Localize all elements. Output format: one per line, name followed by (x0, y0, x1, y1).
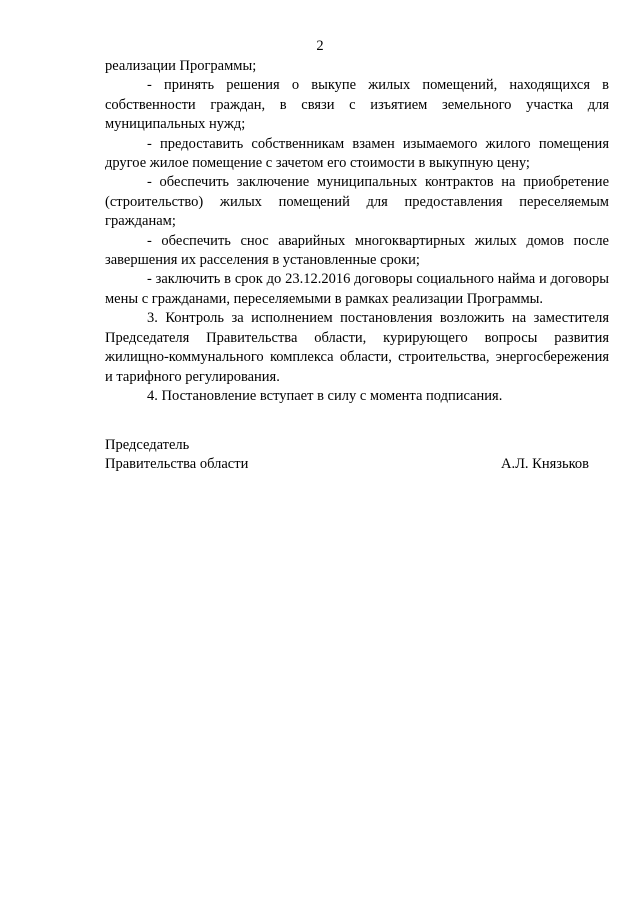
signature-position-line2 (105, 455, 589, 474)
signature-block (105, 436, 589, 475)
paragraph-effective-date: 4. Постановление вступает в силу с момента подписания. (147, 387, 503, 404)
document-body (105, 57, 609, 406)
paragraph-social-lease: - заключить в срок до 23.12.2016 договоры социального найма и договоры мены с гражданами, переселяемыми в рамках реализации Программы. (105, 271, 609, 307)
paragraph-provide-housing: - предоставить собственникам взамен изымаемого жилого помещения другое жилое помещение с зачетом его стоимости в выкупную цену; (105, 135, 609, 172)
paragraph-control: 3. Контроль за исполнением постановления возложить на заместителя Председателя Правительства области, курирующего вопросы развития жилищно-коммунального комплекса области, строительства, энергосбережения и тарифного регулирования. (105, 310, 609, 385)
paragraph-municipal-contracts: - обеспечить заключение муниципальных контрактов на приобретение (строительство) жилых помещений для предоставления переселяемым гражданам; (105, 174, 609, 230)
paragraph-continuation: реализации Программы; (105, 58, 257, 74)
signature-position-title: Председатель (105, 437, 190, 453)
paragraph-buyout-decision: - принять решения о выкупе жилых помещений, находящихся в собственности граждан, в связи с изъятием земельного участка для муниципальных нужд; (105, 77, 609, 133)
signature-position-line1 (105, 436, 589, 455)
signature-name: А.Л. Князьков (500, 456, 589, 473)
page-number: 2 (316, 38, 324, 54)
signature-position-org: Правительства области (105, 456, 249, 473)
paragraph-demolition: - обеспечить снос аварийных многоквартирных жилых домов после завершения их расселения в установленные сроки; (105, 232, 609, 269)
